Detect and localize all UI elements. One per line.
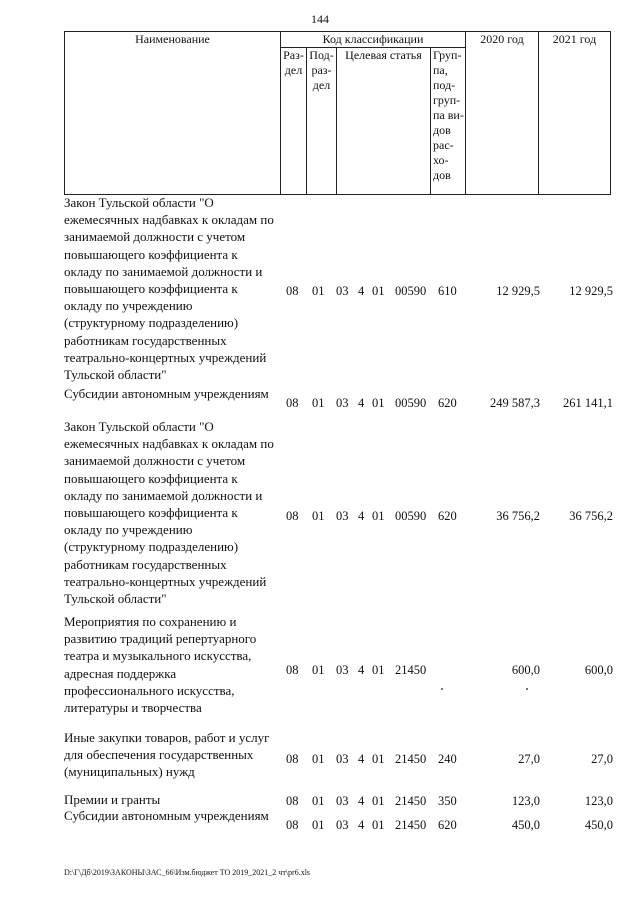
row-target-3: 01 [372,794,385,808]
row-razdel: 08 [286,794,299,808]
row-podrazdel: 01 [312,663,325,677]
row-target-1: 03 [336,663,349,677]
row-expense-type: 620 [438,818,457,832]
row-value-2021: 600,0 [584,663,613,677]
header-code: Код классификации [281,32,466,48]
row-target-1: 03 [336,396,349,410]
row-podrazdel: 01 [312,752,325,766]
row-target-1: 03 [336,794,349,808]
row-value-2020: 450,0 [511,818,540,832]
row-value-2021: 36 756,2 [569,509,613,523]
header-podrazdel: Под- раз- дел [307,48,337,195]
row-value-2020: 249 587,3 [490,396,540,410]
row-podrazdel: 01 [312,794,325,808]
row-podrazdel: 01 [312,396,325,410]
table-header [64,31,611,195]
row-target-4: 21450 [395,794,427,808]
row-value-2020: 27,0 [518,752,540,766]
row-name: Субсидии автономным учреждениям [64,386,269,401]
row-name: Субсидии автономным учреждениям [64,808,269,823]
row-razdel: 08 [286,818,299,832]
row-razdel: 08 [286,663,299,677]
row-name: Иные закупки товаров, работ и услуг для обеспечения государственных (муниципальных) нужд [64,730,270,780]
row-target-3: 01 [372,284,385,298]
scan-speck [526,688,528,690]
row-podrazdel: 01 [312,818,325,832]
row-name: Закон Тульской области "О ежемесячных надбавках к окладам по занимаемой должности с учетом повышающего коэффициента к окладу по занимаемой должности и повышающего коэффициента к окладу по учреждению (структурному подразделению) работникам государственных театрально-концертных учреждений Тульской области" [64,195,274,383]
row-target-2: 4 [358,284,365,298]
row-value-2020: 600,0 [511,663,540,677]
row-target-2: 4 [358,794,365,808]
row-target-4: 00590 [395,284,427,298]
header-razdel: Раз- дел [281,48,307,195]
row-expense-type: 610 [438,284,457,298]
header-name: Наименование [65,32,281,195]
row-target-3: 01 [372,509,385,523]
row-target-2: 4 [358,663,365,677]
row-target-1: 03 [336,818,349,832]
row-razdel: 08 [286,752,299,766]
scan-speck [441,688,443,690]
row-razdel: 08 [286,509,299,523]
row-value-2021: 12 929,5 [569,284,613,298]
row-target-2: 4 [358,752,365,766]
row-target-1: 03 [336,284,349,298]
row-podrazdel: 01 [312,284,325,298]
row-podrazdel: 01 [312,509,325,523]
header-year-2020: 2020 год [466,32,539,195]
row-target-4: 00590 [395,396,427,410]
row-expense-type: 240 [438,752,457,766]
row-razdel: 08 [286,396,299,410]
row-target-3: 01 [372,818,385,832]
page-number: 144 [311,12,329,26]
row-name: Мероприятия по сохранению и развитию традиций репертуарного театра и музыкального искусства, адресная поддержка профессионального искусства, литературы и творчества [64,614,257,716]
row-name: Премии и гранты [64,792,161,807]
file-path-footer: D:\Г\Дб\2019\ЗАКОНЫ\ЗАС_66\Изм.бюджет ТО 2019_2021_2 чт\pr6.xls [64,868,311,877]
row-target-3: 01 [372,663,385,677]
row-value-2021: 450,0 [584,818,613,832]
row-value-2021: 261 141,1 [563,396,613,410]
row-expense-type: 620 [438,396,457,410]
header-expense-group: Груп- па, под- груп- па ви- дов рас- хо- дов [431,48,466,195]
row-value-2020: 36 756,2 [496,509,540,523]
row-value-2021: 123,0 [584,794,613,808]
header-year-2021: 2021 год [539,32,611,195]
row-value-2020: 123,0 [511,794,540,808]
row-target-2: 4 [358,818,365,832]
row-target-4: 21450 [395,818,427,832]
row-value-2020: 12 929,5 [496,284,540,298]
row-target-1: 03 [336,752,349,766]
row-target-2: 4 [358,509,365,523]
header-target-article: Целевая статья [337,48,431,195]
row-razdel: 08 [286,284,299,298]
row-expense-type: 620 [438,509,457,523]
row-target-4: 21450 [395,663,427,677]
row-target-1: 03 [336,509,349,523]
row-target-2: 4 [358,396,365,410]
row-name: Закон Тульской области "О ежемесячных надбавках к окладам по занимаемой должности с учетом повышающего коэффициента к окладу по занимаемой должности и повышающего коэффициента к окладу по учреждению (структурному подразделению) работникам государственных театрально-концертных учреждений Тульской области" [64,419,274,607]
row-target-3: 01 [372,752,385,766]
row-value-2021: 27,0 [591,752,613,766]
row-target-4: 21450 [395,752,427,766]
row-expense-type: 350 [438,794,457,808]
row-target-4: 00590 [395,509,427,523]
row-target-3: 01 [372,396,385,410]
